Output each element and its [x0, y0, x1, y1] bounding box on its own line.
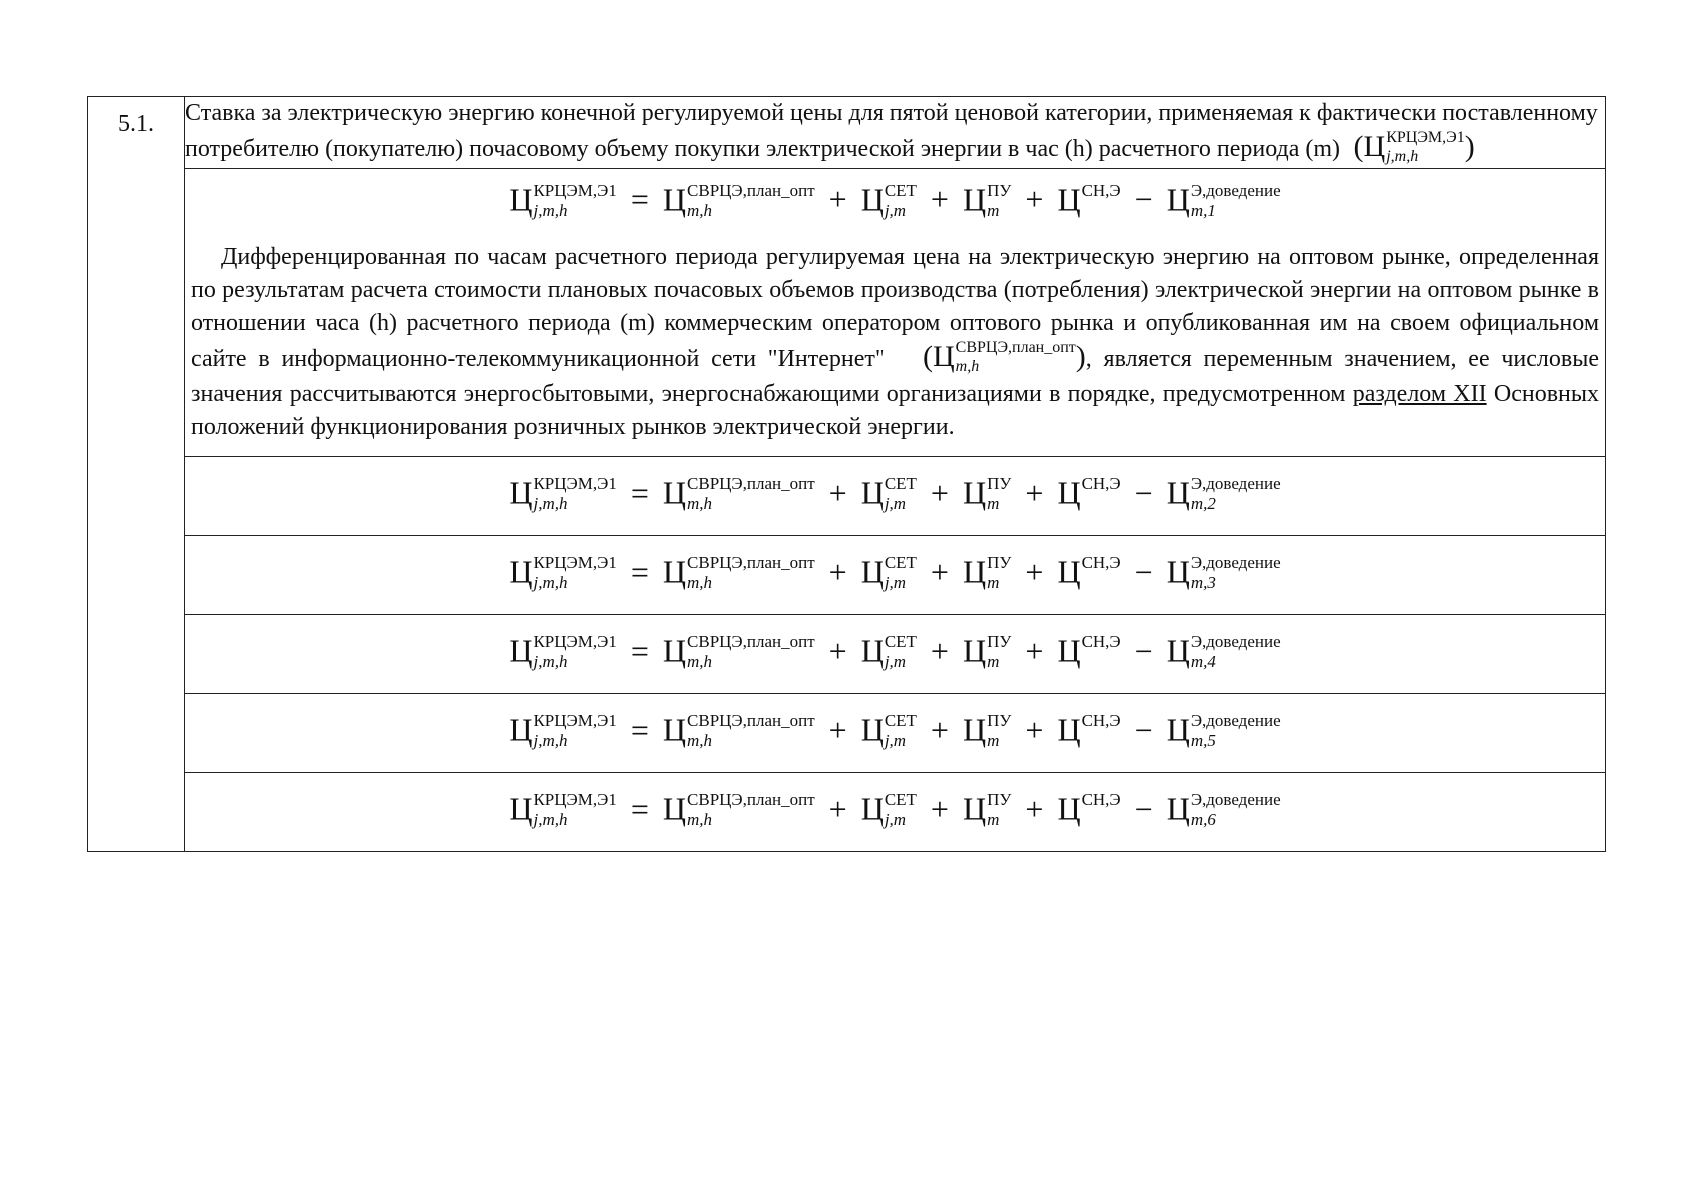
formula-term-3: Ц ПУ m — [962, 790, 1012, 830]
formula-lhs: Ц КРЦЭМ,Э1 j,m,h — [509, 790, 617, 830]
formula-term-4: Ц СН,Э — [1057, 790, 1121, 827]
formula-term-2: Ц СЕТ j,m — [860, 632, 917, 672]
formula-cell-1 — [185, 169, 1606, 457]
formula-term-2: Ц СЕТ j,m — [860, 181, 917, 221]
formula-term-5: Ц Э,доведение m,3 — [1166, 553, 1281, 593]
formula-cell-5 — [185, 694, 1606, 773]
formula-term-1: Ц СВРЦЭ,план_опт m,h — [662, 632, 815, 672]
formula-cell-3 — [185, 536, 1606, 615]
formula-term-1: Ц СВРЦЭ,план_опт m,h — [662, 553, 815, 593]
formula-term-3: Ц ПУ m — [962, 181, 1012, 221]
formula-lhs: Ц КРЦЭМ,Э1 j,m,h — [509, 474, 617, 514]
formula-term-4: Ц СН,Э — [1057, 181, 1121, 218]
price-formula-3: Ц КРЦЭМ,Э1 j,m,h = Ц СВРЦЭ,план_опт m,h + Ц СЕТ j,m + Ц ПУ m + Ц СН,Э − Ц Э,доведение m,3 — [509, 555, 1280, 595]
formula-lhs: Ц КРЦЭМ,Э1 j,m,h — [509, 632, 617, 672]
description-paragraph: Дифференцированная по часам расчетного периода регулируемая цена на электрическую энергию на оптовом рынке, определенная по результатам расчета стоимости плановых почасовых объемов производства (потребления) электрической энергии на оптовом рынке в отношении часа (h) расчетного периода (m) коммерческим оператором оптового рынка и опубликованная им на своем официальном сайте в информационно-телекоммуникационной сети "Интернет" (Ц СВРЦЭ,план_опт m,h ), является переменным значением, ее числовые значения рассчитываются энергосбытовыми, энергоснабжающими организациями в порядке, предусмотренном разделом XII Основных положений функционирования розничных рынков электрической энергии. — [191, 244, 1600, 441]
formula-term-3: Ц ПУ m — [962, 553, 1012, 593]
formula-lhs: Ц КРЦЭМ,Э1 j,m,h — [509, 711, 617, 751]
formula-term-1: Ц СВРЦЭ,план_опт m,h — [662, 711, 815, 751]
formula-cell-6 — [185, 773, 1606, 852]
heading-text: Ставка за электрическую энергию конечной регулируемой цены для пятой ценовой категории, применяемая к фактически поставленному потребителю (покупателю) почасовому объему покупки электрической энергии в час (h) расчетного периода (m) — [185, 100, 1598, 162]
table-row-formula-1 — [88, 169, 1606, 457]
heading-symbol: (Ц КРЦЭМ,Э1 j,m,h ) — [1346, 129, 1475, 166]
price-formula-5: Ц КРЦЭМ,Э1 j,m,h = Ц СВРЦЭ,план_опт m,h + Ц СЕТ j,m + Ц ПУ m + Ц СН,Э − Ц Э,доведение m,5 — [509, 713, 1280, 753]
table-row-formula-4 — [88, 615, 1606, 694]
formula-lhs: Ц КРЦЭМ,Э1 j,m,h — [509, 553, 617, 593]
formula-term-4: Ц СН,Э — [1057, 711, 1121, 748]
row-number: 5.1. — [88, 97, 185, 852]
formula-term-4: Ц СН,Э — [1057, 474, 1121, 511]
price-formula-6: Ц КРЦЭМ,Э1 j,m,h = Ц СВРЦЭ,план_опт m,h + Ц СЕТ j,m + Ц ПУ m + Ц СН,Э − Ц Э,доведение m,6 — [509, 792, 1280, 832]
formula-term-4: Ц СН,Э — [1057, 632, 1121, 669]
paragraph-symbol: (Ц СВРЦЭ,план_опт m,h ) — [896, 339, 1086, 376]
formula-term-2: Ц СЕТ j,m — [860, 474, 917, 514]
table-row-formula-3 — [88, 536, 1606, 615]
formula-term-5: Ц Э,доведение m,2 — [1166, 474, 1281, 514]
table-row-formula-6 — [88, 773, 1606, 852]
formula-term-5: Ц Э,доведение m,6 — [1166, 790, 1281, 830]
formula-term-4: Ц СН,Э — [1057, 553, 1121, 590]
formula-term-3: Ц ПУ m — [962, 474, 1012, 514]
table-row-formula-5 — [88, 694, 1606, 773]
table-row-heading — [88, 97, 1606, 169]
formula-term-1: Ц СВРЦЭ,план_опт m,h — [662, 474, 815, 514]
formula-term-5: Ц Э,доведение m,1 — [1166, 181, 1281, 221]
price-formula-2: Ц КРЦЭМ,Э1 j,m,h = Ц СВРЦЭ,план_опт m,h + Ц СЕТ j,m + Ц ПУ m + Ц СН,Э − Ц Э,доведение m,2 — [509, 476, 1280, 516]
section-xii-link[interactable]: разделом XII — [1352, 381, 1487, 408]
formula-term-5: Ц Э,доведение m,4 — [1166, 632, 1281, 672]
formula-term-2: Ц СЕТ j,m — [860, 711, 917, 751]
formula-term-3: Ц ПУ m — [962, 632, 1012, 672]
formula-term-1: Ц СВРЦЭ,план_опт m,h — [662, 790, 815, 830]
formula-cell-4 — [185, 615, 1606, 694]
formula-lhs: Ц КРЦЭМ,Э1 j,m,h — [509, 181, 617, 221]
heading-cell — [185, 97, 1606, 169]
formula-term-2: Ц СЕТ j,m — [860, 553, 917, 593]
formula-term-1: Ц СВРЦЭ,план_опт m,h — [662, 181, 815, 221]
formula-term-2: Ц СЕТ j,m — [860, 790, 917, 830]
price-formula-1: Ц КРЦЭМ,Э1 j,m,h = Ц СВРЦЭ,план_опт m,h + Ц СЕТ j,m + Ц ПУ m + Ц СН,Э − Ц Э,доведение m,1 — [509, 183, 1280, 223]
formula-cell-2 — [185, 457, 1606, 536]
table-row-formula-2 — [88, 457, 1606, 536]
price-table — [87, 96, 1606, 852]
price-formula-4: Ц КРЦЭМ,Э1 j,m,h = Ц СВРЦЭ,план_опт m,h + Ц СЕТ j,m + Ц ПУ m + Ц СН,Э − Ц Э,доведение m,4 — [509, 634, 1280, 674]
formula-term-5: Ц Э,доведение m,5 — [1166, 711, 1281, 751]
formula-term-3: Ц ПУ m — [962, 711, 1012, 751]
